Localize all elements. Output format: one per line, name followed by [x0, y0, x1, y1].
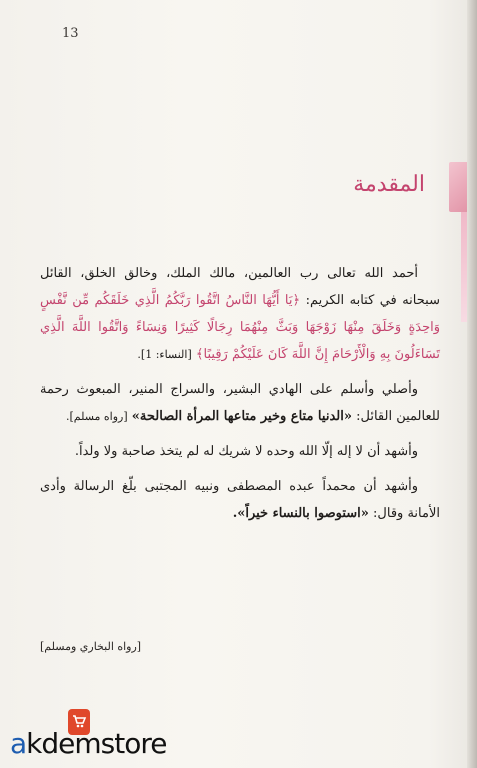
akdemstore-logo — [6, 703, 196, 763]
hadith-reference-1: [رواه مسلم]. — [65, 410, 128, 423]
page-number: 13 — [62, 26, 79, 41]
paragraph-3-text: وأشهد أن لا إله إلّا الله وحده لا شريك له لم يتخذ صاحبة ولا ولداً. — [74, 444, 418, 459]
logo-letter-a: a — [10, 727, 27, 760]
paragraph-3 — [40, 438, 440, 465]
page-edge-shadow — [467, 0, 477, 768]
paragraph-4 — [40, 473, 440, 527]
paragraph-2 — [40, 376, 440, 430]
paragraph-1 — [40, 260, 440, 368]
chapter-tab-strip — [461, 212, 467, 322]
logo-wordmark — [10, 727, 166, 760]
hadith-quote-2: «استوصوا بالنساء خيراً». — [232, 506, 369, 521]
paragraph-1-text: أحمد الله تعالى رب العالمين، مالك الملك، وخالق الخلق، القائل سبحانه في كتابه الكريم: — [40, 266, 440, 308]
hadith-source: [رواه البخاري ومسلم] — [40, 640, 142, 653]
body-text — [40, 260, 440, 535]
hadith-quote-1: «الدنيا متاع وخير متاعها المرأة الصالحة» — [131, 409, 352, 424]
paragraph-2-text: وأصلي وأسلم على الهادي البشير، والسراج المنير، المبعوث رحمة للعالمين القائل: — [40, 382, 440, 424]
chapter-heading: المقدمة — [353, 172, 425, 197]
logo-text-rest: kdemstore — [26, 727, 167, 760]
verse-reference: [النساء: 1]. — [137, 348, 192, 361]
chapter-tab-ornament — [449, 162, 467, 212]
paragraph-4-text: وأشهد أن محمداً عبده المصطفى ونبيه المجتبى بلّغ الرسالة وأدى الأمانة وقال: — [40, 479, 440, 521]
quran-verse: ﴿يَا أَيُّهَا النَّاسُ اتَّقُوا رَبَّكُمُ الَّذِي خَلَقَكُم مِّن نَّفْسٍ وَاحِدَةٍ وَخَلَقَ مِنْهَا زَوْجَهَا وَبَثَّ مِنْهُمَا رِجَالًا كَثِيرًا وَنِسَاءً وَاتَّقُوا اللَّهَ الَّذِي تَسَاءَلُونَ بِهِ وَالْأَرْحَامَ إِنَّ اللَّهَ كَانَ عَلَيْكُمْ رَقِيبًا﴾ — [40, 293, 440, 362]
